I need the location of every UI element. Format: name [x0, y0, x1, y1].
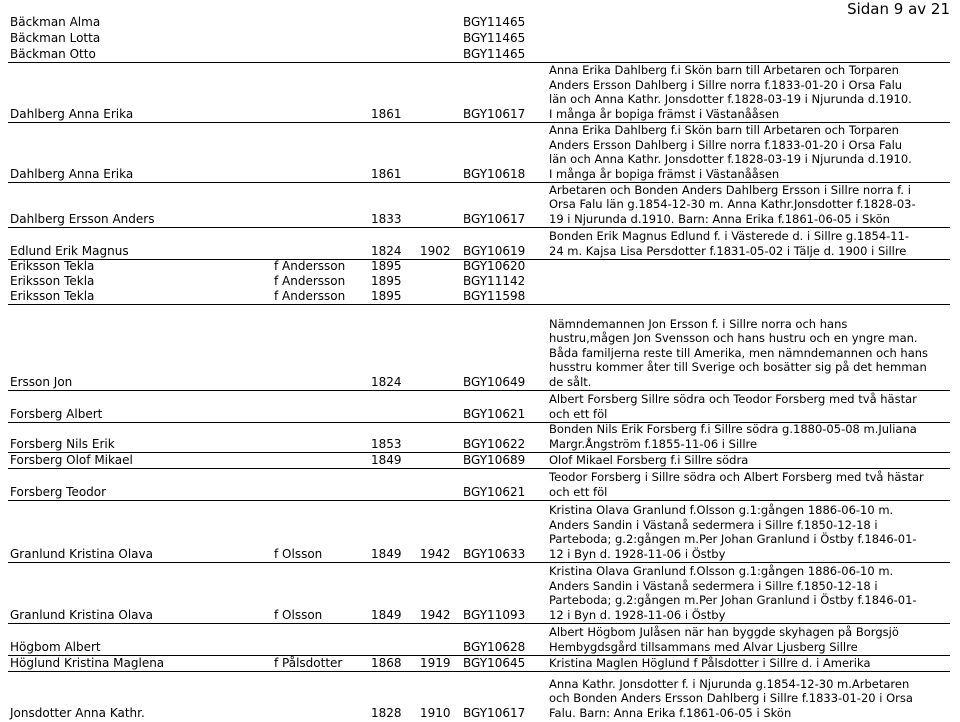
reference-code: BGY10645: [463, 656, 526, 670]
note-line: hustru,mågen Jon Svensson och hans hustru och en yngre man.: [549, 331, 918, 345]
table-row: [8, 391, 950, 423]
table-row: [8, 31, 950, 47]
note-line: 12 i Byn d. 1928-11-06 i Östby: [549, 546, 726, 561]
table-row: [8, 656, 950, 672]
table-row: [8, 672, 950, 722]
note-text: [549, 63, 949, 121]
person-name: Granlund Kristina Olava: [10, 547, 153, 561]
note-line: län och Anna Kathr. Jonsdotter f.1828-03-19 i Njurunda d.1910.: [549, 92, 912, 106]
note-line: Falu. Barn: Anna Erika f.1861-06-05 i Skön: [549, 705, 792, 720]
note-line: Parteboda; g.2:gången m.Per Johan Granlund i Östby f.1846-01-: [549, 532, 917, 546]
note-line: Anders Ersson Dahlberg i Sillre norra f.1833-01-20 i Orsa Falu: [549, 137, 903, 152]
birth-year: 1849: [371, 453, 402, 467]
note-line: Anna Kathr. Jonsdotter f. i Njurunda g.1854-12-30 m.Arbetaren: [549, 676, 910, 691]
person-name: Dahlberg Ersson Anders: [10, 212, 155, 226]
note-text: [549, 503, 949, 561]
table-row: [8, 290, 950, 305]
parent-name: f Olsson: [274, 547, 323, 561]
note-line: de sålt.: [549, 374, 592, 389]
table-row: [8, 275, 950, 290]
death-year: 1942: [420, 547, 451, 561]
table-row: [8, 228, 950, 260]
note-line: Kristina Maglen Höglund f Pålsdotter i Sillre d. i Amerika: [549, 655, 871, 670]
person-name: Forsberg Teodor: [10, 485, 107, 499]
death-year: 1942: [420, 608, 451, 622]
note-line: Kristina Olava Granlund f.Olsson g.1:gången 1886-06-10 m.: [549, 564, 894, 578]
note-line: Margr.Ångström f.1855-11-06 i Sillre: [549, 436, 758, 451]
note-line: Anders Sandin i Västanå sedermera i Sillre f.1850-12-18 i: [549, 578, 878, 593]
person-name: Dahlberg Anna Erika: [10, 107, 134, 121]
note-line: Anna Erika Dahlberg f.i Skön barn till Arbetaren och Torparen: [549, 123, 899, 137]
table-row: [8, 501, 950, 563]
note-line: Bonden Erik Magnus Edlund f. i Västerede d. i Sillre g.1854-11-: [549, 229, 910, 243]
table-row: [8, 15, 950, 31]
note-text: [549, 656, 949, 671]
reference-code: BGY10618: [463, 167, 526, 181]
note-text: [549, 317, 949, 390]
parent-name: f Andersson: [274, 259, 346, 273]
reference-code: BGY10617: [463, 706, 526, 720]
birth-year: 1861: [371, 167, 402, 181]
note-line: 12 i Byn d. 1928-11-06 i Östby: [549, 607, 726, 622]
note-line: och Bonden Anders Ersson Dahlberg i Sillre f.1833-01-20 i Orsa: [549, 691, 913, 705]
table-row: [8, 453, 950, 469]
reference-code: BGY11598: [463, 289, 526, 303]
note-line: Albert Forsberg Sillre södra och Teodor Forsberg med två hästar: [549, 392, 917, 406]
person-name: Forsberg Albert: [10, 407, 103, 421]
reference-code: BGY10617: [463, 107, 526, 121]
reference-code: BGY10622: [463, 437, 526, 451]
note-text: [549, 470, 949, 499]
person-name: Bäckman Otto: [10, 47, 96, 61]
birth-year: 1833: [371, 212, 402, 226]
note-line: Teodor Forsberg i Sillre södra och Albert Forsberg med två hästar: [549, 470, 924, 484]
note-line: och ett föl: [549, 406, 608, 421]
reference-code: BGY11465: [463, 47, 526, 61]
table-row: [8, 63, 950, 123]
death-year: 1910: [420, 706, 451, 720]
note-text: [549, 229, 949, 258]
reference-code: BGY10621: [463, 485, 526, 499]
note-line: Olof Mikael Forsberg f.i Sillre södra: [549, 452, 749, 467]
note-line: Kristina Olava Granlund f.Olsson g.1:gången 1886-06-10 m.: [549, 503, 894, 517]
note-text: [549, 422, 949, 451]
birth-year: 1849: [371, 547, 402, 561]
birth-year: 1895: [371, 259, 402, 273]
table-row: [8, 624, 950, 656]
note-text: [549, 625, 949, 654]
birth-year: 1895: [371, 274, 402, 288]
person-name: Jonsdotter Anna Kathr.: [10, 706, 145, 720]
reference-code: BGY10628: [463, 640, 526, 654]
note-line: Albert Högbom Julåsen när han byggde skyhagen på Borgsjö: [549, 625, 899, 639]
person-name: Forsberg Nils Erik: [10, 437, 115, 451]
parent-name: f Olsson: [274, 608, 323, 622]
table-row: [8, 183, 950, 228]
note-line: Nämndemannen Jon Ersson f. i Sillre norra och hans: [549, 316, 848, 331]
note-line: Anders Sandin i Västanå sedermera i Sillre f.1850-12-18 i: [549, 517, 878, 532]
person-name: Höglund Kristina Maglena: [10, 656, 165, 670]
note-text: [549, 183, 949, 227]
birth-year: 1861: [371, 107, 402, 121]
death-year: 1902: [420, 244, 451, 258]
person-name: Granlund Kristina Olava: [10, 608, 153, 622]
note-line: 19 i Njurunda d.1910. Barn: Anna Erika f.1861-06-05 i Skön: [549, 211, 890, 226]
note-line: husstru kommer åter till Sverige och bosätter sig på det hemman: [549, 360, 927, 374]
birth-year: 1895: [371, 289, 402, 303]
birth-year: 1824: [371, 244, 402, 258]
note-line: I många år bopiga främst i Västanååsen: [549, 106, 780, 121]
person-name: Eriksson Tekla: [10, 289, 95, 303]
reference-code: BGY10620: [463, 259, 526, 273]
note-line: län och Anna Kathr. Jonsdotter f.1828-03-19 i Njurunda d.1910.: [549, 152, 912, 166]
parent-name: f Andersson: [274, 274, 346, 288]
person-name: Edlund Erik Magnus: [10, 244, 129, 258]
reference-code: BGY11093: [463, 608, 526, 622]
note-text: [549, 392, 949, 421]
table-row: [8, 423, 950, 453]
reference-code: BGY10689: [463, 453, 526, 467]
note-text: [549, 453, 949, 468]
person-name: Högbom Albert: [10, 640, 101, 654]
note-line: Anna Erika Dahlberg f.i Skön barn till Arbetaren och Torparen: [549, 63, 899, 77]
person-name: Eriksson Tekla: [10, 259, 95, 273]
person-name: Forsberg Olof Mikael: [10, 453, 133, 467]
birth-year: 1824: [371, 375, 402, 389]
note-line: Parteboda; g.2:gången m.Per Johan Granlund i Östby f.1846-01-: [549, 593, 917, 607]
note-text: [549, 564, 949, 622]
birth-year: 1849: [371, 608, 402, 622]
person-name: Bäckman Alma: [10, 15, 101, 29]
reference-code: BGY11465: [463, 31, 526, 45]
note-line: 24 m. Kajsa Lisa Persdotter f.1831-05-02 i Tälje d. 1900 i Sillre: [549, 243, 907, 258]
note-line: Arbetaren och Bonden Anders Dahlberg Ersson i Sillre norra f. i: [549, 182, 911, 197]
birth-year: 1828: [371, 706, 402, 720]
table-row: [8, 305, 950, 391]
person-name: Ersson Jon: [10, 375, 73, 389]
birth-year: 1868: [371, 656, 402, 670]
reference-code: BGY10619: [463, 244, 526, 258]
note-line: Båda familjerna reste till Amerika, men nämndemannen och hans: [549, 345, 929, 360]
person-name: Eriksson Tekla: [10, 274, 95, 288]
table-row: [8, 469, 950, 501]
parent-name: f Pålsdotter: [274, 656, 343, 670]
birth-year: 1853: [371, 437, 402, 451]
note-line: Anders Ersson Dahlberg i Sillre norra f.1833-01-20 i Orsa Falu: [549, 77, 903, 92]
reference-code: BGY10617: [463, 212, 526, 226]
person-name: Bäckman Lotta: [10, 31, 101, 45]
reference-code: BGY10649: [463, 375, 526, 389]
reference-code: BGY10633: [463, 547, 526, 561]
parent-name: f Andersson: [274, 289, 346, 303]
reference-code: BGY10621: [463, 407, 526, 421]
reference-code: BGY11465: [463, 15, 526, 29]
table-row: [8, 563, 950, 624]
death-year: 1919: [420, 656, 451, 670]
reference-code: BGY11142: [463, 274, 526, 288]
note-text: [549, 123, 949, 181]
table-row: [8, 123, 950, 183]
note-line: Orsa Falu län g.1854-12-30 m. Anna Kathr.Jonsdotter f.1828-03-: [549, 197, 916, 211]
person-name: Dahlberg Anna Erika: [10, 167, 134, 181]
page-number: Sidan 9 av 21: [847, 0, 950, 18]
table-row: [8, 260, 950, 275]
note-text: [549, 677, 949, 721]
note-line: I många år bopiga främst i Västanååsen: [549, 166, 780, 181]
table-row: [8, 47, 950, 63]
note-line: och ett föl: [549, 484, 608, 499]
note-line: Bonden Nils Erik Forsberg f.i Sillre södra g.1880-05-08 m.Juliana: [549, 422, 917, 436]
note-line: Hembygdsgård tillsammans med Alvar Ljusberg Sillre: [549, 639, 858, 654]
